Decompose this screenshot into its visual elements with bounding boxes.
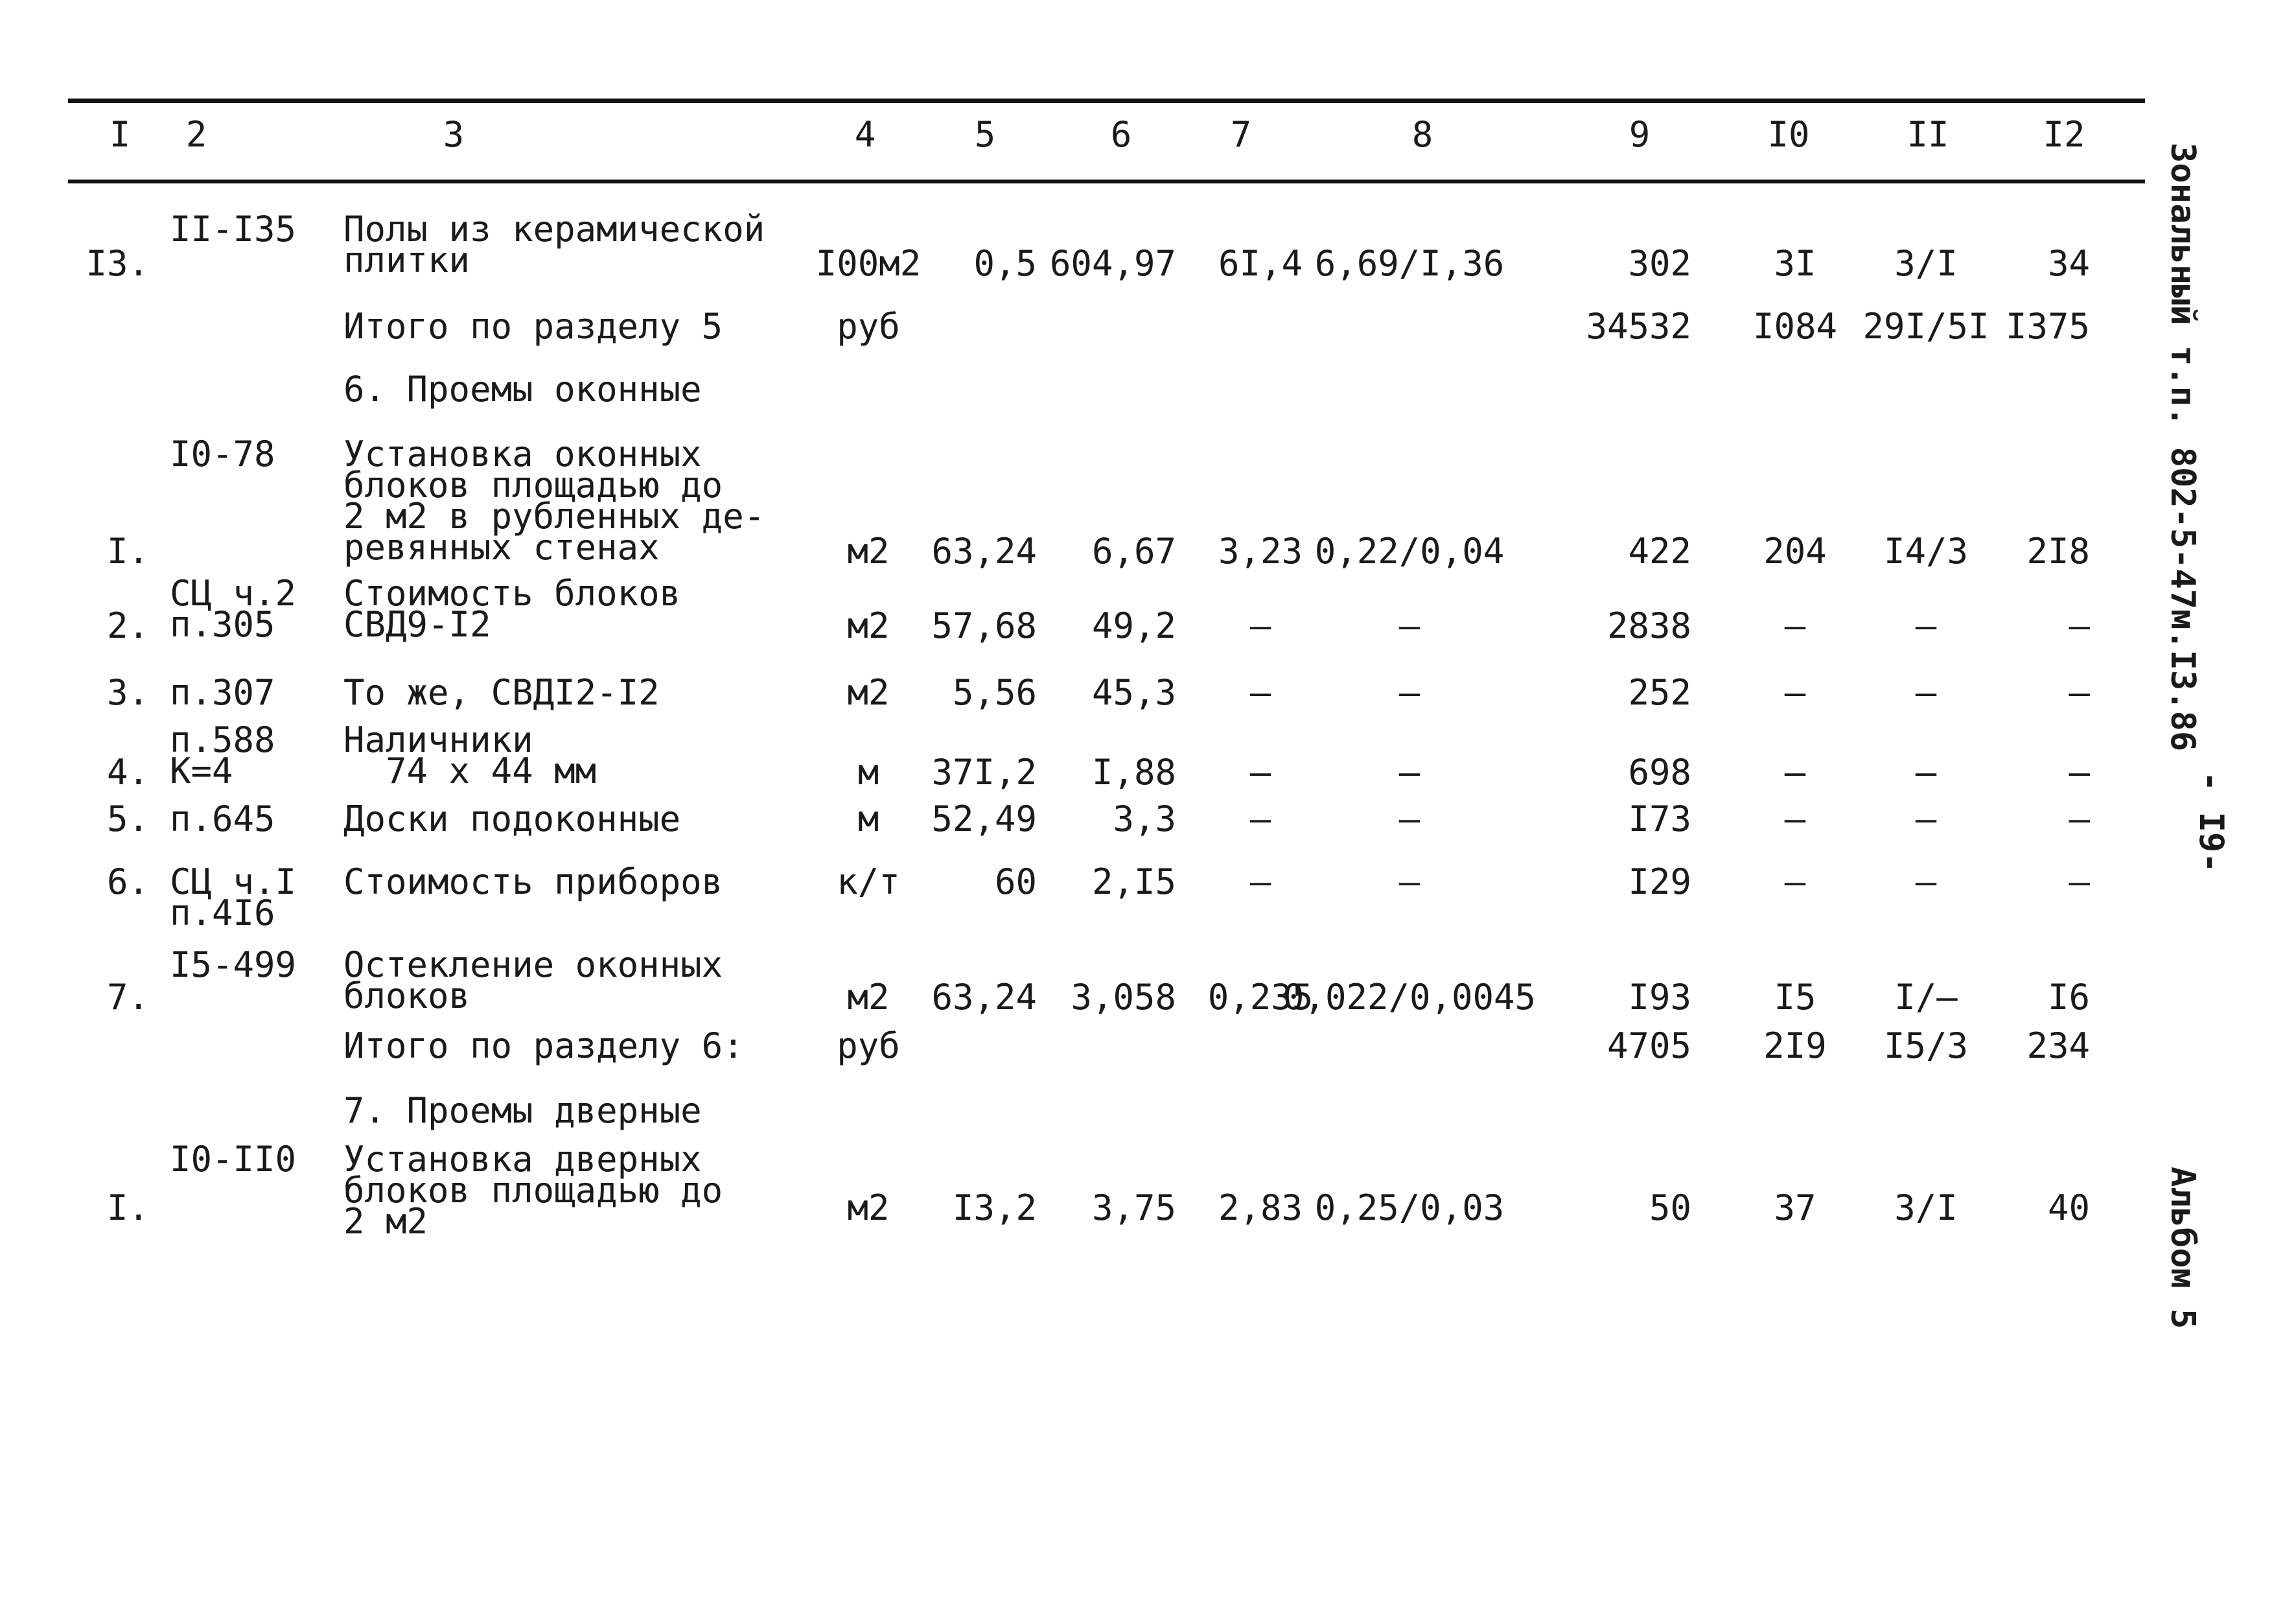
cell-c11: – xyxy=(1915,752,1937,793)
cell-unit: руб xyxy=(837,306,900,347)
cell-c12: 40 xyxy=(2047,1187,2090,1228)
cell-qty: 57,68 xyxy=(931,605,1037,646)
cell-num: I3. xyxy=(86,243,149,284)
header-col-9: 9 xyxy=(1629,114,1651,155)
cell-name-line: 2 м2 в рубленных де- xyxy=(343,496,765,537)
cell-code-line: I0-II0 xyxy=(170,1139,297,1180)
table-header-rule xyxy=(68,180,2145,183)
cell-name-line: Стоимость приборов xyxy=(343,861,723,902)
header-col-8: 8 xyxy=(1411,114,1433,155)
cell-num: I. xyxy=(106,1187,149,1228)
cell-total: 302 xyxy=(1628,243,1691,284)
cell-c11: I4/3 xyxy=(1883,531,1969,572)
cell-c10: – xyxy=(1784,798,1806,839)
cell-name-line: Установка дверных xyxy=(343,1139,702,1180)
cell-name xyxy=(343,573,681,645)
cell-name-line: ревянных стенах xyxy=(343,527,660,568)
cell-c10: 3I xyxy=(1774,243,1816,284)
cell-code-line: п.588 xyxy=(170,719,275,760)
cell-c11: – xyxy=(1915,605,1937,646)
cell-c11: – xyxy=(1915,861,1937,902)
cell-c12: I6 xyxy=(2047,977,2090,1018)
cell-unit: I00м2 xyxy=(815,243,922,284)
cell-code xyxy=(170,861,297,933)
cell-c8: – xyxy=(1398,605,1421,646)
cell-c11: 3/I xyxy=(1894,243,1958,284)
cell-name xyxy=(343,1090,702,1131)
cell-c7: – xyxy=(1249,752,1271,793)
cell-price: 2,I5 xyxy=(1091,861,1176,902)
cell-qty: 0,5 xyxy=(973,243,1037,284)
cell-name xyxy=(343,369,702,410)
cell-qty: 5,56 xyxy=(952,672,1037,713)
header-col-1: I xyxy=(109,114,131,155)
cell-total: I73 xyxy=(1628,798,1691,839)
cell-c8: 6,69/I,36 xyxy=(1314,243,1505,284)
cell-c7: – xyxy=(1249,672,1271,713)
cell-c12: – xyxy=(2069,605,2090,646)
cell-num: 3. xyxy=(106,672,149,713)
cell-c8: – xyxy=(1398,752,1421,793)
cell-c12: – xyxy=(2069,861,2090,902)
cell-name-line: Итого по разделу 6: xyxy=(343,1025,744,1066)
cell-qty: 63,24 xyxy=(931,531,1037,572)
cell-name-line: блоков площадью до xyxy=(343,1170,723,1211)
cell-total: 2838 xyxy=(1606,605,1691,646)
cell-qty: 52,49 xyxy=(931,798,1037,839)
cell-c7: 0,235 xyxy=(1207,977,1314,1018)
header-col-3: 3 xyxy=(443,114,465,155)
cell-name-line: блоков площадью до xyxy=(343,465,723,506)
cell-code-line: СЦ ч.2 xyxy=(170,573,297,614)
cell-c11: – xyxy=(1915,798,1937,839)
cell-name xyxy=(343,672,660,713)
cell-unit: м2 xyxy=(847,672,890,713)
cell-price: 604,97 xyxy=(1049,243,1176,284)
cell-total: 698 xyxy=(1628,752,1691,793)
cell-c12: – xyxy=(2069,672,2090,713)
header-col-4: 4 xyxy=(854,114,876,155)
cell-c10: – xyxy=(1784,672,1806,713)
header-col-10: I0 xyxy=(1767,114,1810,155)
cell-name xyxy=(343,861,723,902)
cell-name-line: Наличники xyxy=(343,719,533,760)
cell-c7: – xyxy=(1249,798,1271,839)
cell-name-line: Остекление оконных xyxy=(343,944,723,985)
cell-name xyxy=(343,306,723,347)
cell-name-line: Итого по разделу 5 xyxy=(343,306,723,347)
cell-code xyxy=(170,573,297,645)
cell-code-line: К=4 xyxy=(170,751,233,791)
cell-unit: к/т xyxy=(837,861,900,902)
cell-num: 4. xyxy=(106,752,149,793)
cell-c11: I5/3 xyxy=(1883,1025,1969,1066)
cell-c10: 204 xyxy=(1763,531,1827,572)
cell-c12: – xyxy=(2069,752,2090,793)
cell-code-line: II-I35 xyxy=(170,209,297,250)
header-col-11: II xyxy=(1907,114,1949,155)
cell-qty: I3,2 xyxy=(952,1187,1037,1228)
cell-name xyxy=(343,1139,723,1242)
cell-c12: 2I8 xyxy=(2026,531,2090,572)
cell-c8: 0,22/0,04 xyxy=(1314,531,1505,572)
side-album: Альбом 5 xyxy=(2163,1167,2202,1329)
cell-name-line: Установка оконных xyxy=(343,434,702,474)
cell-c8: 0,022/0,0045 xyxy=(1282,977,1536,1018)
cell-qty: 37I,2 xyxy=(931,752,1037,793)
cell-c11: – xyxy=(1915,672,1937,713)
cell-name xyxy=(343,719,597,791)
cell-name xyxy=(343,798,681,839)
cell-c7: 3,23 xyxy=(1218,531,1303,572)
cell-code-line: п.307 xyxy=(170,672,275,713)
cell-unit: м xyxy=(857,752,879,793)
cell-unit: руб xyxy=(837,1025,900,1066)
cell-name-line: плитки xyxy=(343,240,470,281)
cell-name-line: 7. Проемы дверные xyxy=(343,1090,702,1131)
cell-unit: м xyxy=(857,798,879,839)
cell-c10: – xyxy=(1784,752,1806,793)
cell-total: 50 xyxy=(1649,1187,1691,1228)
cell-code xyxy=(170,944,297,985)
cell-name-line: 74 х 44 мм xyxy=(343,751,597,791)
cell-code-line: СЦ ч.I xyxy=(170,861,297,902)
cell-name-line: СВД9-I2 xyxy=(343,604,491,645)
cell-num: 5. xyxy=(106,798,149,839)
cell-c12: 234 xyxy=(2026,1025,2090,1066)
cell-name-line: 6. Проемы оконные xyxy=(343,369,702,410)
table-top-rule xyxy=(68,99,2145,103)
cell-name-line: Полы из керамической xyxy=(343,209,765,250)
cell-code-line: п.305 xyxy=(170,604,275,645)
cell-c11: 3/I xyxy=(1894,1187,1958,1228)
cell-total: 422 xyxy=(1628,531,1691,572)
cell-code-line: I5-499 xyxy=(170,944,297,985)
header-col-12: I2 xyxy=(2043,114,2085,155)
cell-c10: I5 xyxy=(1774,977,1816,1018)
cell-total: I93 xyxy=(1628,977,1691,1018)
cell-c10: 2I9 xyxy=(1763,1025,1827,1066)
cell-price: I,88 xyxy=(1091,752,1176,793)
cell-price: 45,3 xyxy=(1091,672,1176,713)
cell-name xyxy=(343,209,765,281)
cell-code xyxy=(170,798,275,839)
cell-c7: 6I,4 xyxy=(1218,243,1303,284)
cell-code-line: п.4I6 xyxy=(170,892,275,933)
cell-c7: – xyxy=(1249,861,1271,902)
cell-c7: 2,83 xyxy=(1218,1187,1303,1228)
side-title: Зональный т.п. 802-5-47м.I3.86 xyxy=(2163,143,2202,752)
cell-c12: – xyxy=(2069,798,2090,839)
cell-code xyxy=(170,672,275,713)
cell-name xyxy=(343,1025,744,1066)
cell-unit: м2 xyxy=(847,605,890,646)
cell-num: 6. xyxy=(106,861,149,902)
cell-code xyxy=(170,434,275,474)
cell-num: 7. xyxy=(106,977,149,1018)
cell-code xyxy=(170,1139,297,1180)
cell-c8: – xyxy=(1398,798,1421,839)
cell-qty: 60 xyxy=(994,861,1037,902)
cell-unit: м2 xyxy=(847,977,890,1018)
cell-price: 3,3 xyxy=(1113,798,1176,839)
cell-c11: 29I/5I xyxy=(1862,306,1989,347)
header-col-7: 7 xyxy=(1230,114,1252,155)
cell-price: 49,2 xyxy=(1091,605,1176,646)
header-col-2: 2 xyxy=(185,114,207,155)
header-col-6: 6 xyxy=(1110,114,1132,155)
cell-price: 3,058 xyxy=(1071,977,1176,1018)
cell-c12: I375 xyxy=(2005,306,2090,347)
cell-c12: 34 xyxy=(2047,243,2090,284)
cell-c11: I/– xyxy=(1894,977,1958,1018)
cell-code xyxy=(170,209,297,250)
cell-name xyxy=(343,434,765,568)
cell-c8: 0,25/0,03 xyxy=(1314,1187,1505,1228)
cell-c10: I084 xyxy=(1752,306,1838,347)
cell-num: I. xyxy=(106,531,149,572)
cell-name-line: То же, СВДI2-I2 xyxy=(343,672,660,713)
cell-num: 2. xyxy=(106,605,149,646)
cell-price: 3,75 xyxy=(1091,1187,1176,1228)
cell-code-line: I0-78 xyxy=(170,434,275,474)
cell-c10: – xyxy=(1784,605,1806,646)
cell-total: 252 xyxy=(1628,672,1691,713)
cell-total: 34532 xyxy=(1586,306,1691,347)
cell-name-line: блоков xyxy=(343,975,470,1016)
cell-c7: – xyxy=(1249,605,1271,646)
cell-c10: 37 xyxy=(1774,1187,1816,1228)
cell-c10: – xyxy=(1784,861,1806,902)
header-col-5: 5 xyxy=(974,114,996,155)
cell-total: 4705 xyxy=(1606,1025,1691,1066)
side-page-number: - I9- xyxy=(2192,771,2231,873)
cell-price: 6,67 xyxy=(1091,531,1176,572)
cell-unit: м2 xyxy=(847,531,890,572)
cell-unit: м2 xyxy=(847,1187,890,1228)
cell-c8: – xyxy=(1398,672,1421,713)
cell-name-line: Стоимость блоков xyxy=(343,573,681,614)
cell-total: I29 xyxy=(1628,861,1691,902)
cell-name-line: Доски подоконные xyxy=(343,798,681,839)
cell-qty: 63,24 xyxy=(931,977,1037,1018)
cell-code xyxy=(170,719,275,791)
cell-code-line: п.645 xyxy=(170,798,275,839)
cell-c8: – xyxy=(1398,861,1421,902)
cell-name-line: 2 м2 xyxy=(343,1201,428,1242)
cell-name xyxy=(343,944,723,1016)
